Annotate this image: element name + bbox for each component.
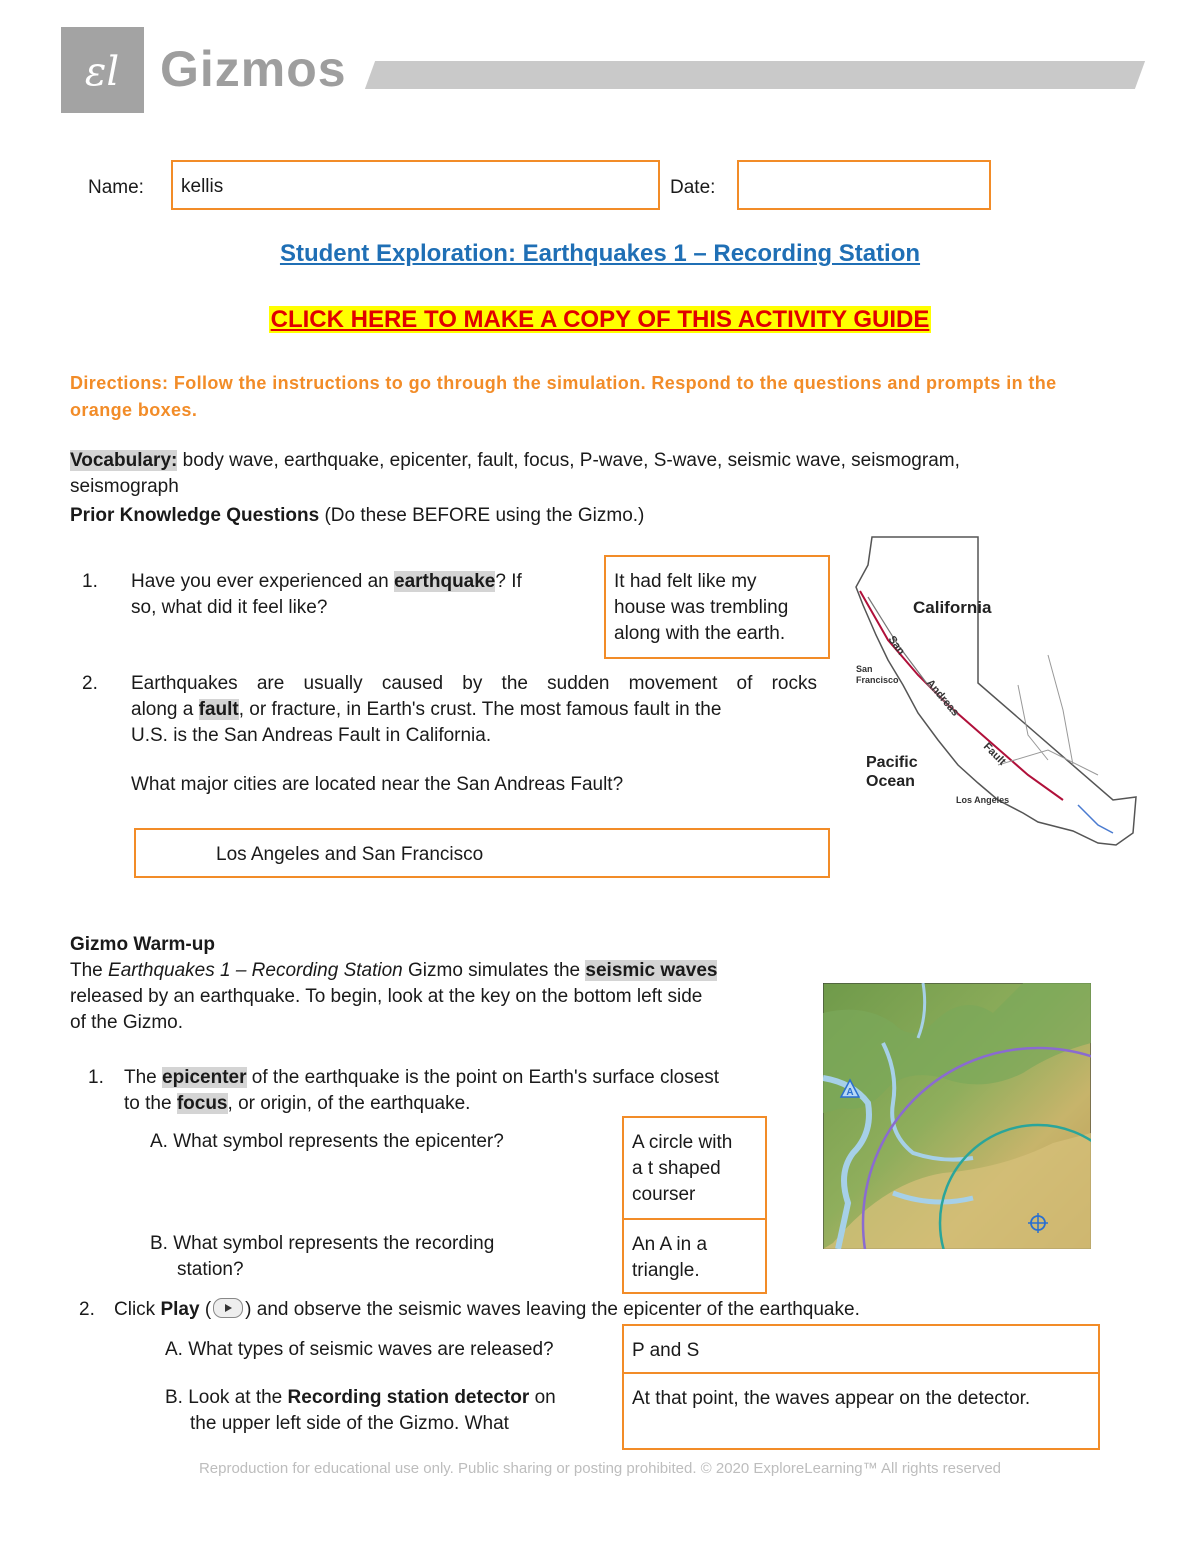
pk-q1-answer-line2: house was trembling: [614, 597, 789, 618]
vocabulary-label: Vocabulary:: [70, 450, 178, 471]
wu-q2b-answer: At that point, the waves appear on the detector.: [632, 1388, 1031, 1409]
wu-q1-line2: [124, 1091, 470, 1117]
pk-q1-line2: so, what did it feel like?: [131, 597, 328, 618]
pk-q2-line3: U.S. is the San Andreas Fault in California.: [131, 725, 492, 746]
warmup-intro-line2: released by an earthquake. To begin, look at the key on the bottom left side: [70, 986, 703, 1007]
pk-q2-question: What major cities are located near the San Andreas Fault?: [131, 774, 624, 795]
wu-q2-play: Play: [160, 1299, 200, 1320]
copy-link-text[interactable]: CLICK HERE TO MAKE A COPY OF THIS ACTIVITY GUIDE: [270, 306, 930, 333]
date-field[interactable]: [737, 160, 991, 210]
pk-q2-answer-box[interactable]: [134, 828, 830, 878]
logo-badge: [61, 27, 144, 113]
wu-q2a-answer-box[interactable]: [622, 1324, 1100, 1374]
name-value: kellis: [181, 176, 224, 197]
wu-q1-number: 1.: [88, 1067, 104, 1088]
footer-copyright: Reproduction for educational use only. Public sharing or posting prohibited. © 2020 ExploreLearning™ All rights reserved: [198, 1460, 1002, 1477]
pk-q2-line2-post: , or fracture, in Earth's crust. The most famous fault in the: [238, 699, 722, 720]
wu-q2-number: 2.: [79, 1299, 95, 1320]
play-button-icon[interactable]: [213, 1298, 243, 1318]
pk-q2-answer: Los Angeles and San Francisco: [216, 844, 484, 865]
vocabulary-line2: seismograph: [70, 476, 179, 497]
wu-q1-term2: focus: [176, 1093, 228, 1114]
wu-q2b-term: Recording station detector: [287, 1387, 530, 1408]
wu-q1a-answer-box[interactable]: [622, 1116, 767, 1220]
pk-q1-line1: [131, 569, 522, 595]
wu-q1-line2-post: , or origin, of the earthquake.: [227, 1093, 471, 1114]
wu-q1-line1: [124, 1065, 719, 1091]
wu-q1b-answer-line1: An A in a: [632, 1234, 708, 1255]
wu-q1-pre: The: [124, 1067, 157, 1088]
wu-q1-post: of the earthquake is the point on Earth's surface closest: [251, 1067, 720, 1088]
pk-q1-pre: Have you ever experienced an: [131, 571, 389, 592]
pk-q1-post: ? If: [495, 571, 522, 592]
wu-q1-line2-pre: to the: [124, 1093, 172, 1114]
warmup-intro-line1: [70, 958, 717, 984]
pk-q2-line2-pre: along a: [131, 699, 194, 720]
wu-q1a-answer-line2: a t shaped: [632, 1158, 721, 1179]
vocabulary-line1: [70, 448, 960, 474]
map-ocean-line2: Ocean: [866, 773, 915, 790]
map-ocean-line1: Pacific: [866, 754, 918, 771]
directions: Directions: Follow the instructions to go through the simulation. Respond to the questions and prompts in the orange boxes.: [70, 373, 1057, 420]
wu-q1a-label: A. What symbol represents the epicenter?: [150, 1131, 504, 1152]
wu-q2-line1: [114, 1297, 860, 1323]
copy-link[interactable]: [0, 306, 1200, 334]
wu-q1b-answer-box[interactable]: [622, 1218, 767, 1294]
map-fault-word-3: Fault: [980, 740, 1008, 768]
map-city2: Los Angeles: [956, 795, 1010, 805]
logo-text: Gizmos: [160, 41, 347, 97]
california-map: [848, 535, 1148, 850]
wu-q2b-post: on: [534, 1387, 556, 1408]
pk-q1-number: 1.: [82, 571, 98, 592]
map-fault-word-2: Andreas: [923, 677, 962, 719]
wu-q2-pre: Click: [114, 1299, 156, 1320]
wu-q2a-label: A. What types of seismic waves are released?: [165, 1339, 554, 1360]
wu-q2-post: ) and observe the seismic waves leaving the epicenter of the earthquake.: [245, 1299, 860, 1320]
name-label: Name:: [88, 177, 144, 198]
pk-q1-answer-line3: along with the earth.: [614, 623, 786, 644]
pk-q2-term: fault: [198, 699, 239, 720]
wu-q1b-label-line1: B. What symbol represents the recording: [150, 1233, 495, 1254]
header-bar: [365, 61, 1145, 89]
wu-q2b-answer-box[interactable]: [622, 1372, 1100, 1450]
wu-q1b-label-line2: station?: [177, 1259, 244, 1280]
date-label: Date:: [670, 177, 716, 198]
pk-q2-line2: [131, 697, 721, 723]
warmup-intro-line3: of the Gizmo.: [70, 1012, 183, 1033]
gizmo-map-image: [823, 983, 1091, 1249]
wu-q2b-line2: the upper left side of the Gizmo. What: [190, 1413, 509, 1434]
prior-knowledge-title: Prior Knowledge Questions: [70, 505, 320, 526]
pk-q2-line1: Earthquakes are usually caused by the sudden movement of rocks: [131, 673, 817, 694]
warmup-intro-mid: Gizmo simulates the: [408, 960, 581, 981]
name-field[interactable]: [171, 160, 660, 210]
wu-q2b-pre: B. Look at the: [165, 1387, 283, 1408]
wu-q2-paren-open: (: [204, 1299, 212, 1320]
logo-mark-icon: [61, 27, 144, 113]
pk-q1-term: earthquake: [394, 571, 496, 592]
prior-knowledge-note: (Do these BEFORE using the Gizmo.): [324, 505, 645, 526]
map-city1-line1: San: [856, 664, 873, 674]
wu-q1a-answer-line3: courser: [632, 1184, 696, 1205]
warmup-intro-pre: The: [70, 960, 103, 981]
pk-q1-answer-box[interactable]: [604, 555, 830, 659]
wu-q2b-line1: [165, 1385, 556, 1411]
page-title[interactable]: Student Exploration: Earthquakes 1 – Recording Station: [279, 240, 921, 267]
map-fault-word-1: San: [885, 633, 907, 658]
warmup-intro-term: seismic waves: [585, 960, 718, 981]
wu-q1a-answer-line1: A circle with: [632, 1132, 733, 1153]
warmup-intro-italic: Earthquakes 1 – Recording Station: [108, 960, 403, 981]
warmup-heading: Gizmo Warm-up: [70, 934, 215, 955]
vocabulary-terms: body wave, earthquake, epicenter, fault, focus, P-wave, S-wave, seismic wave, seismogram,: [182, 450, 960, 471]
prior-knowledge-heading: [70, 503, 644, 529]
svg-text:A: A: [846, 1087, 854, 1098]
wu-q1b-answer-line2: triangle.: [632, 1260, 700, 1281]
pk-q2-number: 2.: [82, 673, 98, 694]
map-city1-line2: Francisco: [856, 675, 899, 685]
map-state-label: California: [913, 598, 992, 617]
pk-q1-answer-line1: It had felt like my: [614, 571, 757, 592]
wu-q2a-answer: P and S: [632, 1340, 700, 1361]
wu-q1-term: epicenter: [162, 1067, 247, 1088]
svg-text:ɛl: ɛl: [84, 49, 120, 95]
